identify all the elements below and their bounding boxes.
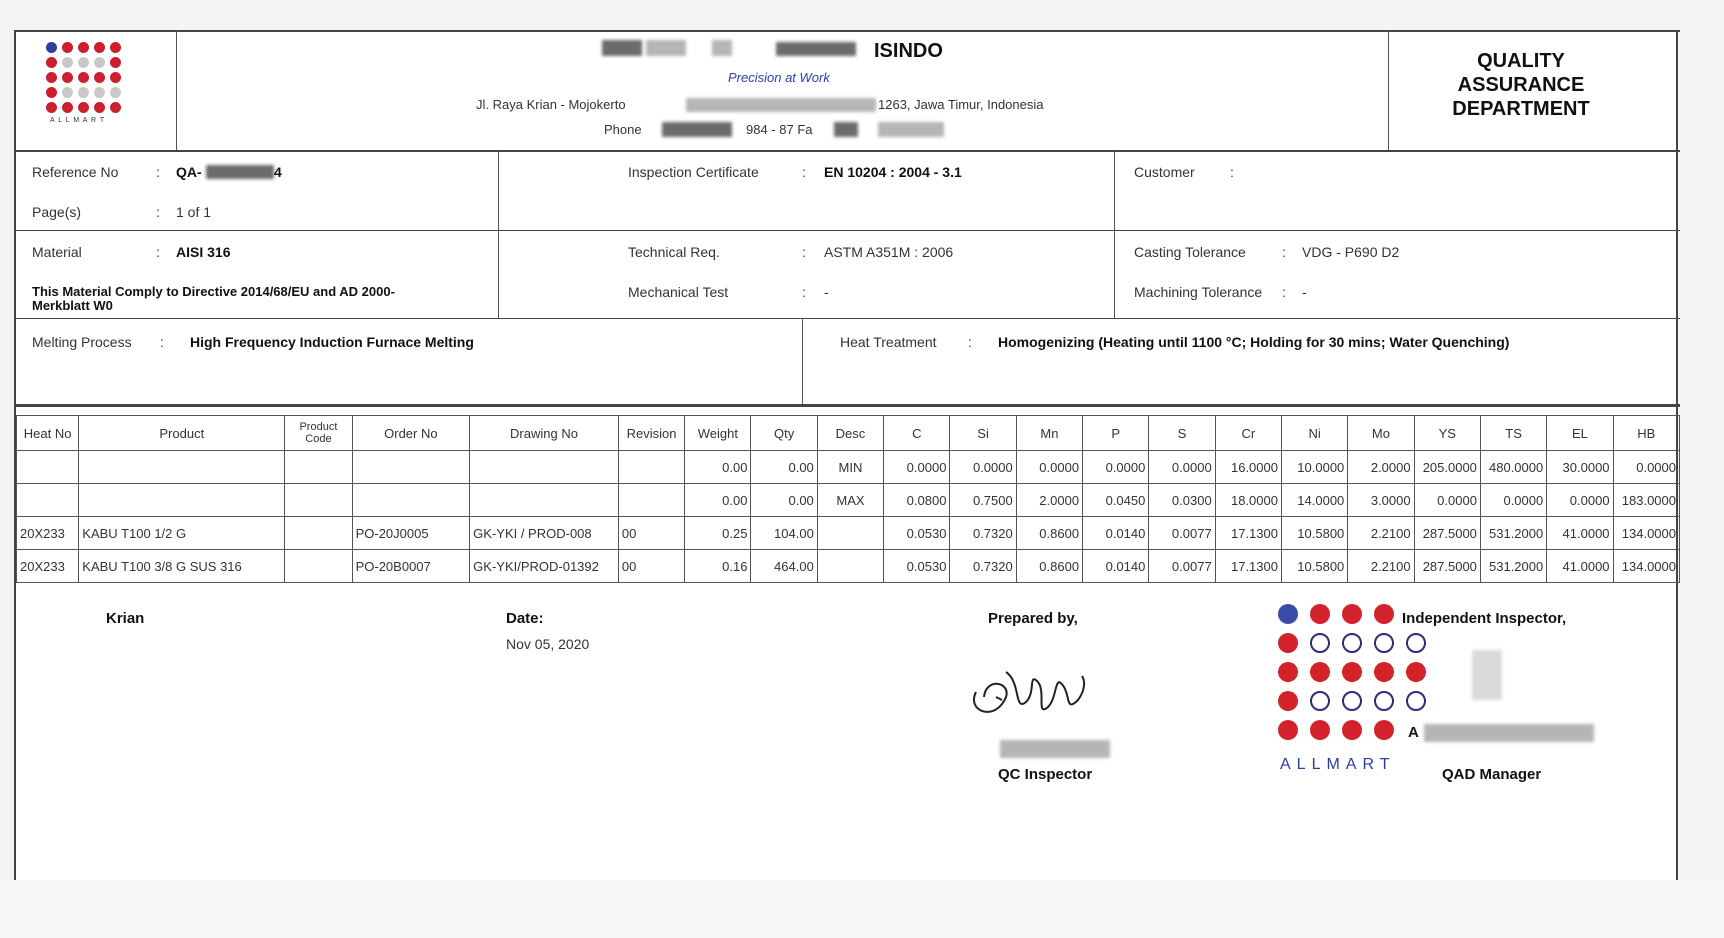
table-row [17, 484, 1680, 517]
table-cell: GK-YKI/PROD-01392 [470, 550, 619, 583]
table-cell: 0.0530 [884, 550, 950, 583]
table-cell: 0.0000 [1149, 451, 1215, 484]
table-cell: 0.7320 [950, 550, 1016, 583]
column-header: C [884, 416, 950, 451]
table-cell: 0.8600 [1016, 517, 1082, 550]
table-cell: 0.7320 [950, 517, 1016, 550]
table-cell: 10.5800 [1281, 550, 1347, 583]
table-cell: 2.2100 [1348, 517, 1414, 550]
table-cell [470, 451, 619, 484]
redacted-name [1424, 724, 1594, 742]
column-header: Qty [751, 416, 817, 451]
table-cell: 14.0000 [1281, 484, 1347, 517]
table-cell: 0.0300 [1149, 484, 1215, 517]
table-cell: 0.8600 [1016, 550, 1082, 583]
table-cell: 480.0000 [1480, 451, 1546, 484]
material-label: Material [32, 244, 82, 260]
column-header: P [1083, 416, 1149, 451]
table-cell: 531.2000 [1480, 550, 1546, 583]
table-cell: 0.0077 [1149, 550, 1215, 583]
location: Krian [106, 610, 145, 627]
table-cell [285, 517, 352, 550]
table-cell: 134.0000 [1613, 517, 1679, 550]
qad-manager-title: QAD Manager [1442, 766, 1542, 783]
inspection-label: Inspection Certificate [628, 164, 759, 180]
table-cell: 00 [618, 517, 684, 550]
table-cell [817, 550, 883, 583]
colon: : [802, 164, 806, 180]
table-cell [17, 484, 79, 517]
redacted-block [206, 165, 274, 179]
table-cell: 20X233 [17, 550, 79, 583]
table-cell: PO-20J0005 [352, 517, 470, 550]
colon: : [802, 284, 806, 300]
table-cell [618, 451, 684, 484]
department-line-3: DEPARTMENT [1452, 98, 1590, 120]
row-divider-1 [16, 230, 1680, 231]
table-cell: 00 [618, 550, 684, 583]
table-cell: 287.5000 [1414, 550, 1480, 583]
heat-treatment-label: Heat Treatment [840, 334, 937, 350]
table-cell: 134.0000 [1613, 550, 1679, 583]
info-divider-left [498, 150, 499, 318]
table-cell: 0.0800 [884, 484, 950, 517]
redacted-block [776, 42, 856, 56]
table-cell: KABU T100 3/8 G SUS 316 [79, 550, 285, 583]
department-line-2: ASSURANCE [1457, 74, 1585, 96]
technical-value: ASTM A351M : 2006 [824, 244, 954, 260]
logo-text: A L L M A R T [50, 117, 106, 124]
phone-partial: 984 - 87 Fa [746, 122, 813, 137]
colon: : [1282, 244, 1286, 260]
table-header-row [17, 416, 1680, 451]
process-divider [802, 318, 803, 404]
department-divider [1388, 30, 1389, 150]
table-cell: MIN [817, 451, 883, 484]
top-border [16, 30, 1680, 32]
column-header: Drawing No [470, 416, 619, 451]
column-header: Desc [817, 416, 883, 451]
date-label: Date: [506, 610, 544, 627]
table-cell [17, 451, 79, 484]
table-cell: 0.7500 [950, 484, 1016, 517]
table-row [17, 517, 1680, 550]
column-header: Product Code [285, 416, 352, 451]
company-name: ISINDO [874, 40, 943, 62]
column-header: Mn [1016, 416, 1082, 451]
table-cell: 0.0530 [884, 517, 950, 550]
colon: : [968, 334, 972, 350]
column-header: Revision [618, 416, 684, 451]
info-divider-right [1114, 150, 1115, 318]
table-cell: 0.0140 [1083, 550, 1149, 583]
prepared-by-label: Prepared by, [988, 610, 1078, 627]
table-cell: 0.0000 [1480, 484, 1546, 517]
machining-label: Machining Tolerance [1134, 284, 1263, 300]
table-cell: 10.0000 [1281, 451, 1347, 484]
table-cell: 183.0000 [1613, 484, 1679, 517]
table-cell: GK-YKI / PROD-008 [470, 517, 619, 550]
column-header: EL [1547, 416, 1613, 451]
table-cell [285, 451, 352, 484]
table-cell: 0.16 [685, 550, 751, 583]
column-header: Ni [1281, 416, 1347, 451]
table-cell: 104.00 [751, 517, 817, 550]
table-cell: 0.0000 [1016, 451, 1082, 484]
row-divider-2 [16, 318, 1680, 319]
machining-value: - [1302, 284, 1307, 300]
table-cell: 0.0077 [1149, 517, 1215, 550]
table-cell: 2.0000 [1016, 484, 1082, 517]
date-value: Nov 05, 2020 [506, 636, 590, 652]
mechanical-value: - [824, 284, 829, 300]
table-cell [285, 484, 352, 517]
column-header: Si [950, 416, 1016, 451]
melting-label: Melting Process [32, 334, 132, 350]
directive-line-1: This Material Comply to Directive 2014/68/EU and AD 2000- [32, 284, 395, 299]
colon: : [156, 164, 160, 180]
table-cell: MAX [817, 484, 883, 517]
table-row [17, 550, 1680, 583]
column-header: Weight [685, 416, 751, 451]
redacted-block [712, 40, 732, 56]
table-row [17, 451, 1680, 484]
casting-label: Casting Tolerance [1134, 244, 1246, 260]
inspection-results-table [16, 415, 1680, 583]
address-right: 1263, Jawa Timur, Indonesia [878, 97, 1044, 112]
table-cell: 0.0000 [1613, 451, 1679, 484]
colon: : [160, 334, 164, 350]
column-header: Order No [352, 416, 470, 451]
table-cell: 464.00 [751, 550, 817, 583]
table-cell: 10.5800 [1281, 517, 1347, 550]
certificate-page [14, 30, 1678, 880]
melting-value: High Frequency Induction Furnace Melting [190, 334, 474, 350]
table-cell: 16.0000 [1215, 451, 1281, 484]
table-cell: 2.0000 [1348, 451, 1414, 484]
header-divider [16, 150, 1680, 152]
material-value: AISI 316 [176, 244, 231, 260]
tagline: Precision at Work [728, 70, 830, 85]
column-header: TS [1480, 416, 1546, 451]
table-cell [79, 451, 285, 484]
department-line-1: QUALITY [1477, 50, 1565, 72]
colon: : [802, 244, 806, 260]
column-header: Cr [1215, 416, 1281, 451]
table-cell: 17.1300 [1215, 550, 1281, 583]
table-cell: 41.0000 [1547, 550, 1613, 583]
table-cell: 3.0000 [1348, 484, 1414, 517]
table-cell: 0.00 [751, 451, 817, 484]
table-cell: 0.0000 [1547, 484, 1613, 517]
table-cell: 30.0000 [1547, 451, 1613, 484]
casting-value: VDG - P690 D2 [1302, 244, 1400, 260]
table-cell [817, 517, 883, 550]
table-cell: 0.0450 [1083, 484, 1149, 517]
table-cell: 205.0000 [1414, 451, 1480, 484]
table-cell: 0.00 [685, 484, 751, 517]
column-header: Product [79, 416, 285, 451]
reference-label: Reference No [32, 164, 119, 180]
colon: : [1282, 284, 1286, 300]
table-cell: 20X233 [17, 517, 79, 550]
column-header: HB [1613, 416, 1679, 451]
table-cell: 18.0000 [1215, 484, 1281, 517]
colon: : [156, 204, 160, 220]
column-header: Heat No [17, 416, 79, 451]
table-cell [352, 451, 470, 484]
redacted-name [1000, 740, 1110, 758]
inspection-value: EN 10204 : 2004 - 3.1 [824, 164, 962, 180]
reference-tail: 4 [274, 164, 282, 180]
technical-label: Technical Req. [628, 244, 720, 260]
colon: : [1230, 164, 1234, 180]
table-cell: 0.0000 [1083, 451, 1149, 484]
column-header: Mo [1348, 416, 1414, 451]
redacted-block [646, 40, 686, 56]
colon: : [156, 244, 160, 260]
table-cell: 0.25 [685, 517, 751, 550]
qc-signature [966, 642, 1096, 732]
table-cell: 531.2000 [1480, 517, 1546, 550]
pages-label: Page(s) [32, 204, 82, 220]
independent-inspector-label: Independent Inspector, [1402, 610, 1567, 627]
reference-value: QA- [176, 164, 202, 180]
table-cell: 0.0140 [1083, 517, 1149, 550]
redacted-signature [1472, 650, 1502, 700]
address-left: Jl. Raya Krian - Mojokerto [476, 97, 626, 112]
table-cell [618, 484, 684, 517]
table-top-rule [16, 404, 1680, 407]
table-cell: 2.2100 [1348, 550, 1414, 583]
table-cell: 0.0000 [1414, 484, 1480, 517]
logo-divider [176, 30, 177, 150]
pages-value: 1 of 1 [176, 204, 212, 220]
redacted-block [834, 122, 858, 137]
table-cell: 0.00 [685, 451, 751, 484]
table-cell: 41.0000 [1547, 517, 1613, 550]
table-cell: 0.0000 [884, 451, 950, 484]
redacted-block [662, 122, 732, 137]
phone-label: Phone [604, 122, 642, 137]
qc-inspector-title: QC Inspector [998, 766, 1093, 783]
column-header: S [1149, 416, 1215, 451]
mechanical-label: Mechanical Test [628, 284, 729, 300]
table-cell [285, 550, 352, 583]
table-cell [79, 484, 285, 517]
stamp-text: ALLMART [1280, 756, 1396, 773]
directive-line-2: Merkblatt W0 [32, 298, 113, 313]
table-cell: 17.1300 [1215, 517, 1281, 550]
redacted-block [878, 122, 944, 137]
table-cell: 0.0000 [950, 451, 1016, 484]
table-cell [352, 484, 470, 517]
heat-treatment-value: Homogenizing (Heating until 1100 °C; Holding for 30 mins; Water Quenching) [998, 334, 1510, 350]
table-cell: KABU T100 1/2 G [79, 517, 285, 550]
table-cell: PO-20B0007 [352, 550, 470, 583]
table-cell: 287.5000 [1414, 517, 1480, 550]
redacted-block [602, 40, 642, 56]
stamp-partial-letter: A [1408, 724, 1419, 741]
column-header: YS [1414, 416, 1480, 451]
table-cell: 0.00 [751, 484, 817, 517]
redacted-block [686, 98, 876, 112]
table-cell [470, 484, 619, 517]
page-bottom-margin [0, 880, 1724, 938]
customer-label: Customer [1134, 164, 1195, 180]
